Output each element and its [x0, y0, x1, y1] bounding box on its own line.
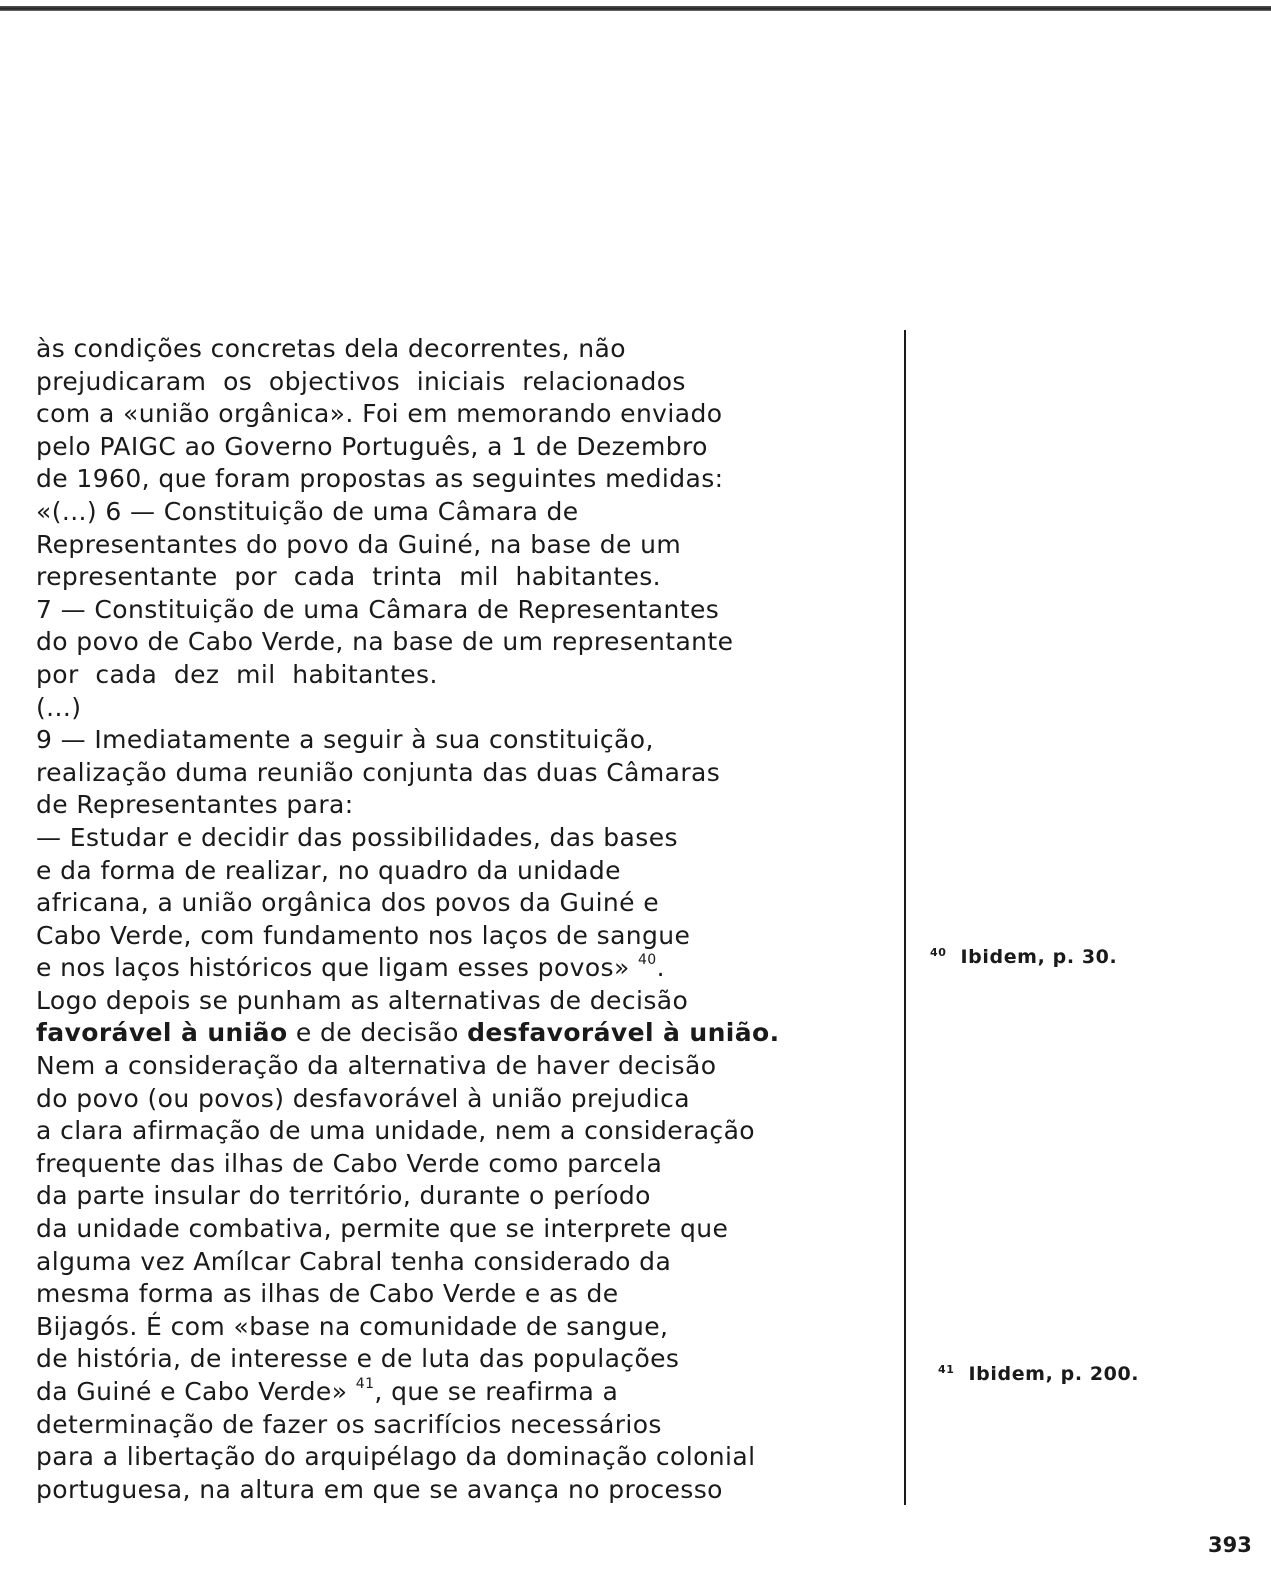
text-line: de história, de interesse e de luta das populações	[36, 1344, 680, 1374]
text-line: portuguesa, na altura em que se avança no processo	[36, 1474, 723, 1504]
text-line: alguma vez Amílcar Cabral tenha considerado da	[36, 1246, 672, 1276]
text-line: Cabo Verde, com fundamento nos laços de sangue	[36, 920, 691, 950]
text-line: com a «união orgânica». Foi em memorando enviado	[36, 399, 723, 429]
text-line-with-reference	[36, 952, 898, 985]
footnote-text: Ibidem, p. 30.	[960, 946, 1118, 968]
footnote-40	[930, 946, 1117, 968]
text-line: prejudicaram os objectivos iniciais relacionados	[36, 366, 686, 396]
text-line: frequente das ilhas de Cabo Verde como parcela	[36, 1148, 663, 1178]
text-line: da unidade combativa, permite que se interprete que	[36, 1214, 729, 1244]
text-fragment: , que se reafirma a	[374, 1377, 619, 1406]
footnote-number: 41	[938, 1363, 955, 1376]
footnote-reference-41[interactable]: 41	[355, 1376, 375, 1392]
text-fragment: e nos laços históricos que ligam esses povos»	[36, 953, 638, 983]
main-text-column	[36, 333, 898, 1506]
text-line: «(...) 6 — Constituição de uma Câmara de	[36, 496, 579, 526]
text-line: por cada dez mil habitantes.	[36, 659, 438, 689]
text-line: determinação de fazer os sacrifícios necessários	[36, 1409, 662, 1439]
text-line: Representantes do povo da Guiné, na base de um	[36, 529, 682, 559]
text-line: pelo PAIGC ao Governo Português, a 1 de Dezembro	[36, 431, 708, 461]
text-line-with-reference	[36, 1376, 898, 1409]
column-divider	[904, 330, 906, 1505]
text-line-with-emphasis	[36, 1017, 898, 1050]
text-line: 9 — Imediatamente a seguir à sua constituição,	[36, 725, 654, 755]
text-line: 7 — Constituição de uma Câmara de Representantes	[36, 594, 720, 624]
text-line: às condições concretas dela decorrentes, não	[36, 334, 626, 363]
text-line: a clara afirmação de uma unidade, nem a consideração	[36, 1116, 755, 1146]
footnote-41	[938, 1363, 1139, 1385]
text-line: de 1960, que foram propostas as seguintes medidas:	[36, 464, 724, 494]
text-line: realização duma reunião conjunta das duas Câmaras	[36, 757, 721, 787]
text-line: — Estudar e decidir das possibilidades, das bases	[36, 822, 678, 852]
text-line: do povo (ou povos) desfavorável à união prejudica	[36, 1083, 690, 1113]
text-fragment: .	[656, 953, 665, 983]
bold-phrase: desfavorável à união.	[467, 1018, 780, 1048]
text-line: da parte insular do território, durante o período	[36, 1181, 651, 1211]
text-fragment: da Guiné e Cabo Verde»	[36, 1377, 356, 1406]
bold-phrase: favorável à união	[36, 1018, 288, 1048]
text-line: de Representantes para:	[36, 790, 354, 820]
footnote-number: 40	[930, 946, 947, 959]
text-line: Nem a consideração da alternativa de haver decisão	[36, 1051, 717, 1081]
page-top-rule	[0, 6, 1271, 11]
page-number: 393	[1208, 1533, 1252, 1557]
text-line: Logo depois se punham as alternativas de decisão	[36, 985, 689, 1015]
text-line: para a libertação do arquipélago da dominação colonial	[36, 1442, 756, 1472]
text-fragment: e de decisão	[287, 1018, 468, 1048]
text-line: mesma forma as ilhas de Cabo Verde e as de	[36, 1279, 619, 1309]
footnote-reference-40[interactable]: 40	[638, 952, 657, 969]
text-line: representante por cada trinta mil habitantes.	[36, 562, 661, 592]
text-line: africana, a união orgânica dos povos da Guiné e	[36, 888, 660, 918]
text-line: do povo de Cabo Verde, na base de um representante	[36, 627, 734, 657]
text-line: e da forma de realizar, no quadro da unidade	[36, 855, 621, 885]
text-line: (...)	[36, 692, 82, 722]
text-line: Bijagós. É com «base na comunidade de sangue,	[36, 1311, 669, 1341]
footnote-text: Ibidem, p. 200.	[968, 1363, 1140, 1385]
